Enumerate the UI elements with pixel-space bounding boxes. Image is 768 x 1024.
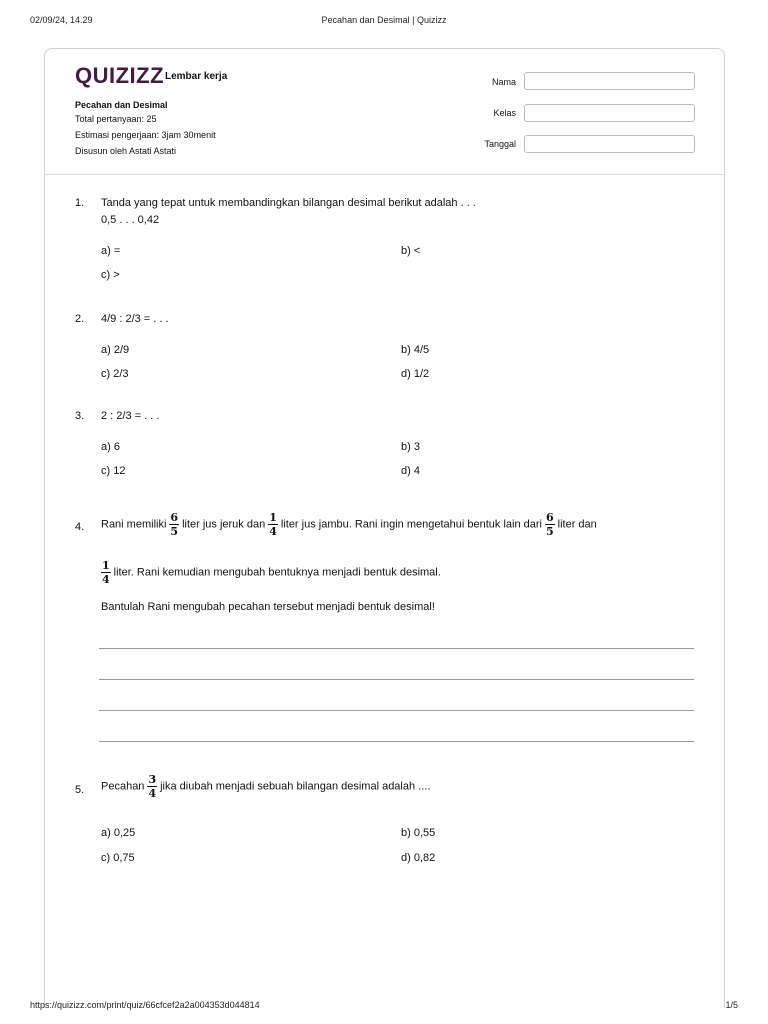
option-a: a) 2/9 bbox=[101, 344, 130, 356]
option-c: c) 0,75 bbox=[101, 852, 135, 864]
answer-line[interactable] bbox=[99, 710, 694, 711]
quizizz-logo: QUIZIZZ bbox=[75, 63, 165, 88]
question-text-line-2: 0,5 . . . 0,42 bbox=[101, 214, 160, 226]
text-segment: liter dan bbox=[557, 518, 597, 531]
question-number: 1. bbox=[75, 197, 85, 209]
question-text-line-2 bbox=[101, 559, 441, 586]
question-instruction: Bantulah Rani mengubah pecahan tersebut menjadi bentuk desimal! bbox=[101, 601, 435, 613]
class-label: Kelas bbox=[493, 108, 516, 118]
question-text: Tanda yang tepat untuk membandingkan bilangan desimal berikut adalah . . . bbox=[101, 197, 476, 209]
class-field[interactable] bbox=[524, 104, 695, 122]
answer-line[interactable] bbox=[99, 679, 694, 680]
page-url: https://quizizz.com/print/quiz/66cfcef2a2a004353d044814 bbox=[30, 1000, 260, 1010]
fraction-1-4: $\frac{1}{4}$ bbox=[269, 511, 277, 538]
text-segment: liter. Rani kemudian mengubah bentuknya menjadi bentuk desimal. bbox=[113, 566, 441, 579]
time-estimate: Estimasi pengerjaan: 3jam 30menit bbox=[75, 130, 216, 140]
text-segment: Rani memiliki bbox=[101, 518, 167, 531]
option-a: a) = bbox=[101, 245, 121, 257]
option-d: d) 4 bbox=[401, 465, 420, 477]
question-text: 4/9 : 2/3 = . . . bbox=[101, 313, 169, 325]
option-b: b) 4/5 bbox=[401, 344, 430, 356]
date-label: Tanggal bbox=[484, 139, 516, 149]
text-segment: liter jus jeruk dan bbox=[182, 518, 266, 531]
answer-line[interactable] bbox=[99, 741, 694, 742]
print-footer bbox=[0, 1000, 768, 1024]
text-segment: Pecahan bbox=[101, 780, 145, 793]
name-label: Nama bbox=[491, 77, 516, 87]
option-b: b) 0,55 bbox=[401, 827, 436, 839]
text-segment: jika diubah menjadi sebuah bilangan desimal adalah .... bbox=[160, 780, 431, 793]
fraction-3-4: $\frac{3}{4}$ bbox=[148, 773, 157, 800]
page-number: 1/5 bbox=[725, 1000, 738, 1010]
question-number: 2. bbox=[75, 313, 85, 325]
fraction-1-4: $\frac{1}{4}$ bbox=[102, 559, 110, 586]
fraction-6-5: $\frac{6}{5}$ bbox=[545, 511, 554, 538]
worksheet bbox=[44, 48, 725, 1008]
quiz-title: Pecahan dan Desimal bbox=[75, 100, 168, 110]
option-d: d) 0,82 bbox=[401, 852, 436, 864]
worksheet-type: Lembar kerja bbox=[165, 71, 228, 82]
author: Disusun oleh Astati Astati bbox=[75, 146, 177, 156]
option-b: b) 3 bbox=[401, 441, 420, 453]
answer-line[interactable] bbox=[99, 648, 694, 649]
option-c: c) 2/3 bbox=[101, 368, 129, 380]
option-c: c) 12 bbox=[101, 465, 126, 477]
option-d: d) 1/2 bbox=[401, 368, 430, 380]
fraction-6-5: $\frac{6}{5}$ bbox=[170, 511, 179, 538]
total-questions: Total pertanyaan: 25 bbox=[75, 114, 157, 124]
option-a: a) 0,25 bbox=[101, 827, 136, 839]
date-field[interactable] bbox=[524, 135, 695, 153]
name-field[interactable] bbox=[524, 72, 695, 90]
question-number: 3. bbox=[75, 410, 85, 422]
text-segment: liter jus jambu. Rani ingin mengetahui bentuk lain dari bbox=[280, 518, 542, 531]
option-b: b) < bbox=[401, 245, 421, 257]
question-text-line-1 bbox=[101, 511, 597, 538]
question-text bbox=[101, 773, 430, 800]
question-text: 2 : 2/3 = . . . bbox=[101, 410, 160, 422]
print-header bbox=[0, 0, 768, 40]
question-number: 5. bbox=[75, 784, 85, 796]
print-title: Pecahan dan Desimal | Quizizz bbox=[321, 15, 447, 25]
worksheet-header bbox=[45, 49, 724, 175]
option-a: a) 6 bbox=[101, 441, 120, 453]
question-number: 4. bbox=[75, 521, 85, 533]
print-date: 02/09/24, 14.29 bbox=[30, 15, 93, 25]
option-c: c) > bbox=[101, 269, 120, 281]
